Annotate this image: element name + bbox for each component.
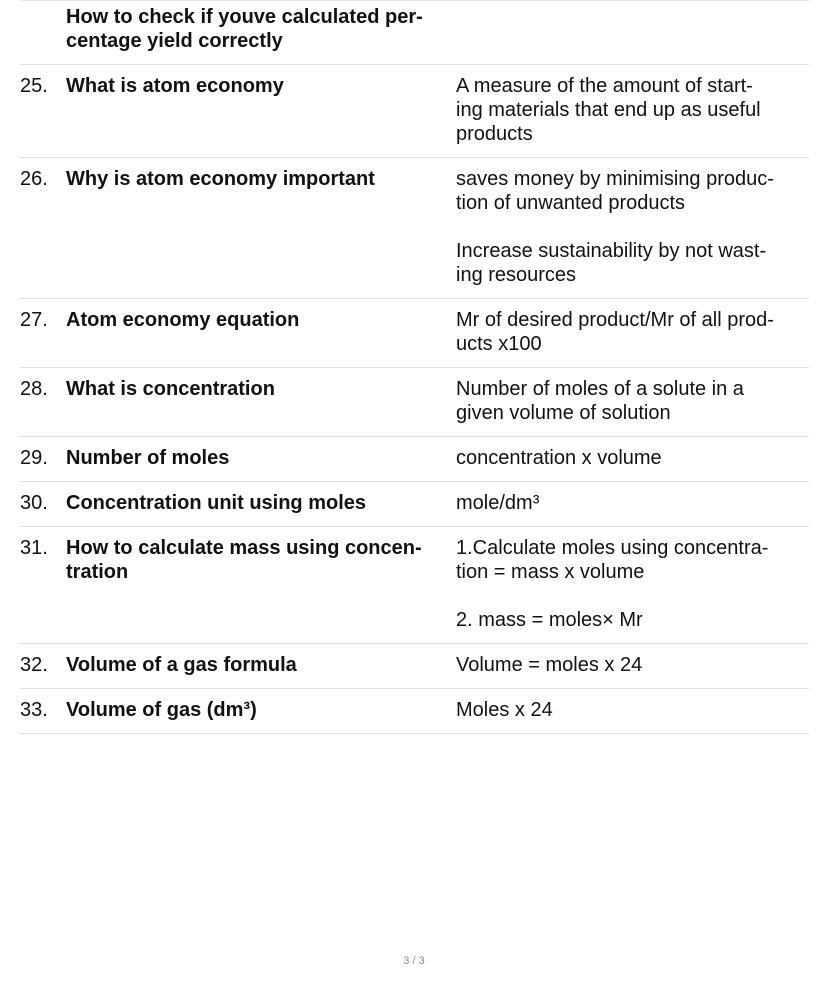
- definition-paragraph: Volume = moles x 24: [456, 654, 643, 676]
- term: What is atom economy: [66, 75, 284, 97]
- definition: [456, 653, 809, 677]
- row-number: [20, 5, 66, 53]
- term: What is concentration: [66, 378, 275, 400]
- table-row: [20, 437, 809, 482]
- row-number: 31.: [20, 537, 48, 559]
- row-number: 29.: [20, 447, 48, 469]
- definition: [456, 377, 809, 425]
- definition-paragraph: Mr of desired product/Mr of all prod- ucts x100: [456, 309, 774, 355]
- term: Volume of gas (dm³): [66, 699, 257, 721]
- term: Number of moles: [66, 447, 230, 469]
- term: Atom economy equation: [66, 309, 300, 331]
- row-number: 33.: [20, 699, 48, 721]
- definition-paragraph: mole/dm³: [456, 492, 540, 514]
- row-number: 27.: [20, 309, 48, 331]
- row-number: 26.: [20, 168, 48, 190]
- row-number: 30.: [20, 492, 48, 514]
- table-row: [20, 644, 809, 689]
- table-row: [20, 158, 809, 299]
- definition-paragraph: concentration x volume: [456, 447, 662, 469]
- definition: [456, 308, 809, 356]
- flashcard-table: [20, 0, 809, 734]
- term: Volume of a gas formula: [66, 654, 297, 676]
- table-row: [20, 527, 809, 644]
- definition: [456, 698, 809, 722]
- row-number: 25.: [20, 75, 48, 97]
- definition: [456, 536, 809, 632]
- term: How to calculate mass using concen- tration: [66, 537, 422, 583]
- table-row: [20, 689, 809, 734]
- definition: [456, 74, 809, 146]
- definition: [456, 491, 809, 515]
- definition: [456, 5, 809, 53]
- term: Concentration unit using moles: [66, 492, 367, 514]
- definition-paragraph: 2. mass = moles× Mr: [456, 609, 643, 631]
- definition-paragraph: 1.Calculate moles using concentra- tion = mass x volume: [456, 537, 769, 583]
- term: How to check if youve calculated per- centage yield correctly: [66, 6, 423, 52]
- table-row: [20, 482, 809, 527]
- table-row: [20, 0, 809, 65]
- definition: [456, 446, 809, 470]
- table-row: [20, 299, 809, 368]
- term: Why is atom economy important: [66, 168, 375, 190]
- definition: [456, 167, 809, 287]
- definition-paragraph: saves money by minimising produc- tion of unwanted products: [456, 168, 774, 214]
- definition-paragraph: Moles x 24: [456, 699, 553, 721]
- row-number: 28.: [20, 378, 48, 400]
- definition-paragraph: Increase sustainability by not wast- ing resources: [456, 240, 767, 286]
- page-number: 3 / 3: [403, 955, 425, 967]
- definition-paragraph: A measure of the amount of start- ing materials that end up as useful products: [456, 75, 761, 145]
- table-row: [20, 65, 809, 158]
- definition-paragraph: Number of moles of a solute in a given volume of solution: [456, 378, 744, 424]
- row-number: 32.: [20, 654, 48, 676]
- table-row: [20, 368, 809, 437]
